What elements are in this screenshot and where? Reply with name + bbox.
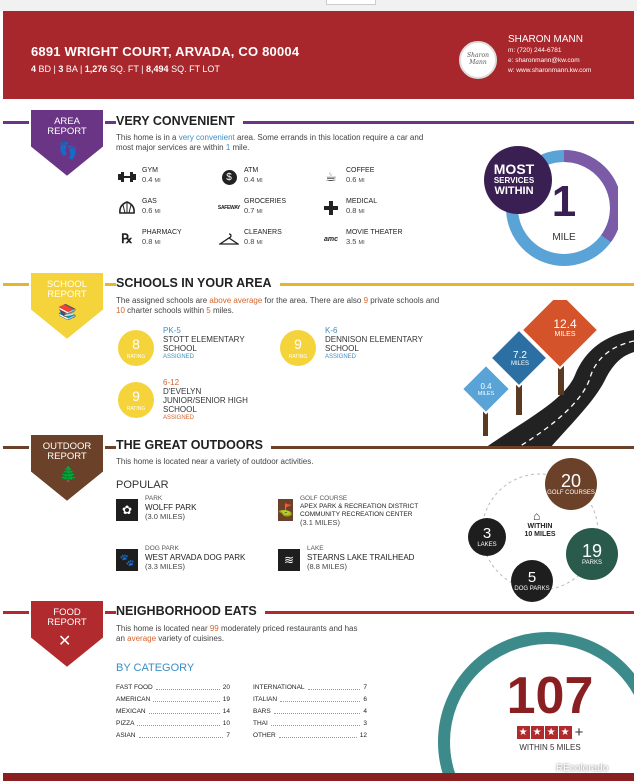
property-specs: 4 BD | 3 BA | 1,276 SQ. FT | 8,494 SQ. FT LOT: [31, 64, 220, 74]
dollar-icon: $: [218, 167, 240, 187]
rx-icon: ℞: [121, 231, 133, 247]
grocery-icon: SAFEWAY: [217, 205, 241, 211]
stat-golf-courses: 20 GOLF COURSES: [545, 458, 597, 510]
school-rating-badge: 8 RATING: [118, 330, 154, 366]
amenity-medical: MEDICAL 0.8 MI: [320, 198, 377, 218]
within-label: WITHIN: [494, 185, 534, 197]
cuisine-row: PIZZA 10: [116, 720, 230, 727]
watermark: REcolorado: [556, 763, 609, 774]
school-dennison: K-6 DENNISON ELEMENTARY SCHOOL ASSIGNED: [325, 326, 423, 360]
stat-lakes: 3 LAKES: [468, 518, 506, 556]
hanger-icon: [218, 229, 240, 249]
services-label: SERVICES: [493, 176, 535, 185]
cuisine-row: THAI 3: [253, 720, 367, 727]
coffee-icon: ☕: [325, 169, 337, 184]
by-category-label: BY CATEGORY: [116, 662, 195, 674]
dumbbell-icon: [116, 167, 138, 187]
park-tree-icon: ✿: [116, 499, 138, 521]
area-title: VERY CONVENIENT: [116, 114, 243, 128]
outdoor-title: THE GREAT OUTDOORS: [116, 438, 271, 452]
cuisine-row: MEXICAN 14: [116, 708, 230, 715]
school-stott: PK-5 STOTT ELEMENTARY SCHOOL ASSIGNED: [163, 326, 245, 360]
popular-label: POPULAR: [116, 479, 169, 491]
star-icon: ★: [559, 726, 572, 739]
footer-bar: [3, 773, 634, 781]
top-tab: [326, 0, 376, 5]
star-icon: ★: [517, 726, 530, 739]
amenity-movie-theater: amc MOVIE THEATER 3.5 MI: [320, 229, 403, 249]
agent-email: e: sharonmann@kw.com: [508, 57, 580, 64]
cuisine-row: ITALIAN 6: [253, 696, 367, 703]
agent-phone: m: (720) 244-6781: [508, 47, 562, 54]
cuisine-row: ASIAN 7: [116, 732, 230, 739]
sign-far-label: 12.4 MILES: [553, 317, 577, 338]
header-banner: [3, 11, 634, 99]
area-report-badge: AREA REPORT 👣: [28, 107, 106, 179]
amenity-gym: GYM 0.4 MI: [116, 167, 161, 187]
food-description: This home is located near 99 moderately priced restaurants and has an average variety of cuisines.: [116, 624, 358, 643]
golf-icon: ⛳: [278, 499, 293, 521]
cuisine-row: OTHER 12: [253, 732, 367, 739]
eats-within-label: WITHIN 5 MILES: [519, 743, 581, 752]
most-services-unit: MILE: [552, 232, 576, 243]
tree-icon: 🌲: [59, 466, 78, 483]
school-report-badge: SCHOOL REPORT 📚: [28, 270, 106, 342]
waves-icon: ≋: [278, 549, 300, 571]
food-report-badge: FOOD REPORT ✕: [28, 598, 106, 670]
stat-dog-parks: 5 DOG PARKS: [511, 560, 553, 602]
stat-parks: 19 PARKS: [566, 528, 618, 580]
cuisine-row: BARS 4: [253, 708, 367, 715]
eats-summary: [490, 667, 610, 752]
star-icon: ★: [545, 726, 558, 739]
place-wolff-park: ✿ PARK WOLFF PARK (3.0 MILES): [116, 495, 266, 521]
sign-near-label: 0.4 MILES: [477, 382, 495, 397]
amenity-groceries: SAFEWAY GROCERIES 0.7 MI: [218, 198, 286, 218]
fork-knife-icon: ✕: [58, 633, 72, 650]
outdoor-report-badge: OUTDOOR REPORT 🌲: [28, 432, 106, 504]
gas-shell-icon: [116, 198, 138, 218]
cuisine-row: FAST FOOD 20: [116, 684, 230, 691]
cuisine-row: INTERNATIONAL 7: [253, 684, 367, 691]
area-description: This home is in a very convenient area. Some errands in this location require a car and most major services are within 1 mile.: [116, 133, 424, 152]
star-rating: ★ ★ ★ ★ +: [517, 724, 584, 741]
agent-logo: Sharon Mann: [459, 41, 497, 79]
school-develyn: 6-12 D'EVELYN JUNIOR/SENIOR HIGH SCHOOL ASSIGNED: [163, 378, 248, 421]
star-icon: ★: [531, 726, 544, 739]
school-description: The assigned schools are above average for the area. There are also 9 private schools and 10 charter schools within 5 miles.: [116, 296, 440, 315]
amc-icon: amc: [323, 235, 338, 243]
school-rating-badge: 9 RATING: [280, 330, 316, 366]
amenity-coffee: ☕ COFFEE 0.6 MI: [320, 167, 374, 187]
outdoor-within-label: WITHIN 10 MILES: [524, 523, 556, 538]
most-services-value: 1: [551, 177, 577, 226]
property-address: 6891 WRIGHT COURT, ARVADA, CO 80004: [31, 44, 300, 59]
food-title: NEIGHBORHOOD EATS: [116, 604, 265, 618]
cuisine-row: AMERICAN 19: [116, 696, 230, 703]
school-title: SCHOOLS IN YOUR AREA: [116, 276, 280, 290]
place-dog-park: 🐾 DOG PARK WEST ARVADA DOG PARK (3.3 MILES): [116, 545, 276, 571]
footprints-icon: 👣: [58, 143, 78, 160]
place-stearns-lake: ≋ LAKE STEARNS LAKE TRAILHEAD (8.8 MILES): [278, 545, 453, 571]
most-label: MOST: [493, 161, 535, 177]
agent-name: SHARON MANN: [508, 34, 584, 45]
place-apex-golf: ⛳ GOLF COURSE APEX PARK & RECREATION DISTRICT COMMUNITY RECREATION CENTER (3.1 MILES): [278, 495, 419, 527]
top-strip: [0, 0, 637, 11]
amenity-cleaners: CLEANERS 0.8 MI: [218, 229, 282, 249]
amenity-pharmacy: ℞ PHARMACY 0.8 MI: [116, 229, 182, 249]
home-icon: ⌂: [533, 509, 541, 523]
paw-icon: 🐾: [116, 549, 138, 571]
amenity-atm: $ ATM 0.4 MI: [218, 167, 263, 187]
book-apple-icon: 📚: [58, 304, 77, 321]
medical-cross-icon: [320, 198, 342, 218]
amenity-gas: GAS 0.6 MI: [116, 198, 161, 218]
restaurant-total: 107: [506, 667, 594, 725]
school-rating-badge: 9 RATING: [118, 382, 154, 418]
agent-website: w: www.sharonmann.kw.com: [508, 67, 592, 74]
outdoor-description: This home is located near a variety of outdoor activities.: [116, 457, 314, 466]
sign-mid-label: 7.2 MILES: [510, 350, 529, 367]
